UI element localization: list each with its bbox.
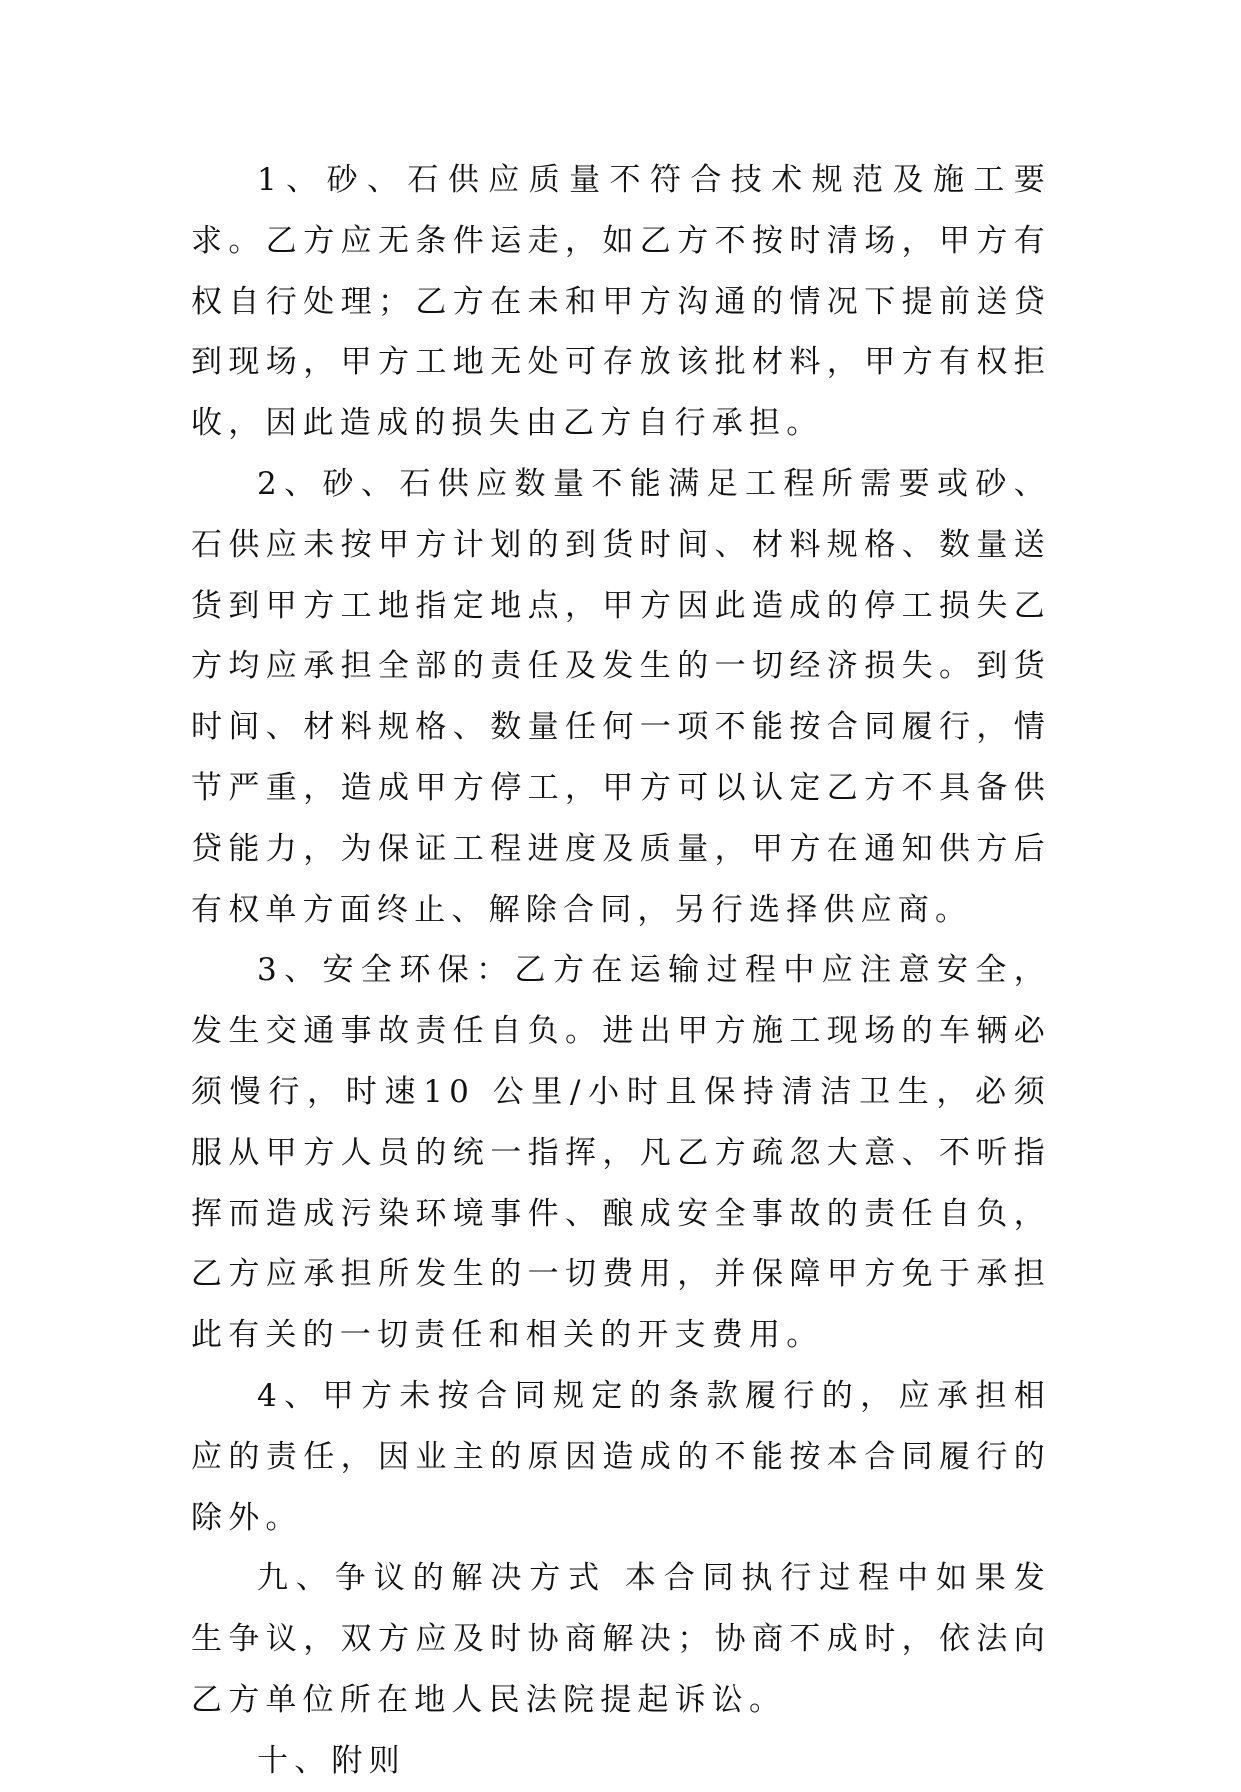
paragraph-supplementary-heading: 十、附则 [257, 1742, 406, 1779]
paragraph-safety-clause: 3、安全环保：乙方在运输过程中应注意安全，发生交通事故责任自负。进出甲方施工现场的车辆必须慢行，时速10 公里/小时且保持清洁卫生，必须服从甲方人员的统一指挥，凡乙方疏忽大意、不听指挥而造成污染环境事件、酿成安全事故的责任自负，乙方应承担所发生的一切费用，并保障甲方免于承担此有关的一切责任和相关的开支费用。 [191, 952, 1051, 1354]
paragraph-dispute-resolution: 九、争议的解决方式 本合同执行过程中如果发生争议，双方应及时协商解决；协商不成时，依法向乙方单位所在地人民法院提起诉讼。 [191, 1560, 1051, 1718]
document-body [191, 150, 1051, 1792]
paragraph-quantity-clause: 2、砂、石供应数量不能满足工程所需要或砂、石供应未按甲方计划的到货时间、材料规格、数量送货到甲方工地指定地点，甲方因此造成的停工损失乙方均应承担全部的责任及发生的一切经济损失。到货时间、材料规格、数量任何一项不能按合同履行，情节严重，造成甲方停工，甲方可以认定乙方不具备供贷能力，为保证工程进度及质量，甲方在通知供方后有权单方面终止、解除合同，另行选择供应商。 [191, 465, 1051, 928]
paragraph-party-a-clause: 4、甲方未按合同规定的条款履行的，应承担相应的责任，因业主的原因造成的不能按本合同履行的除外。 [191, 1377, 1051, 1536]
paragraph-quality-clause: 1、砂、石供应质量不符合技术规范及施工要求。乙方应无条件运走，如乙方不按时清场，甲方有权自行处理；乙方在未和甲方沟通的情况下提前送贷到现场，甲方工地无处可存放该批材料，甲方有权拒收，因此造成的损失由乙方自行承担。 [191, 162, 1051, 442]
